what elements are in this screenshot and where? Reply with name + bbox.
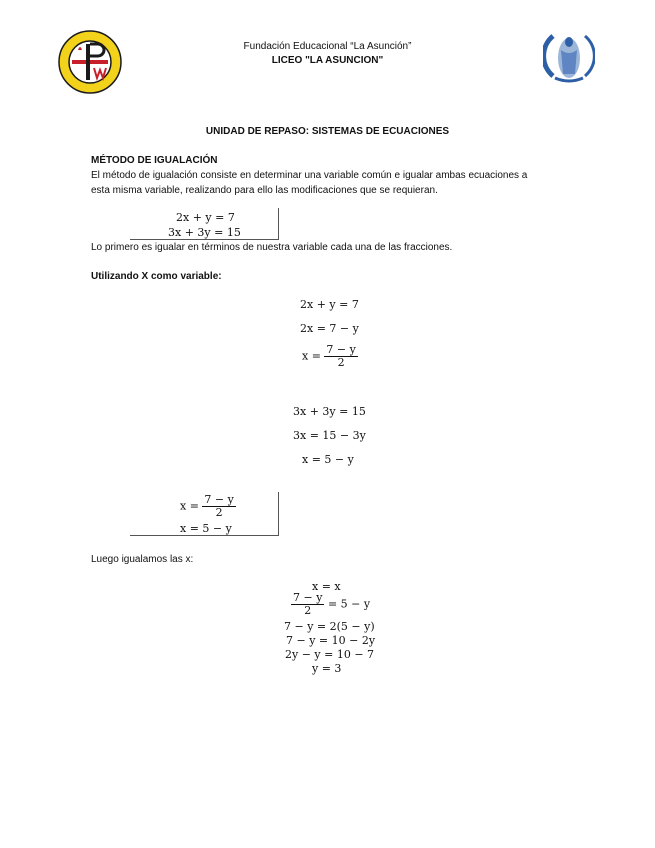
system-eq-1: 2x + y = 7 [176,211,235,224]
final-line-5: 2y − y = 10 − 7 [285,648,375,661]
block2-line-1: 3x + 3y = 15 [293,405,366,418]
final-line-3: 7 − y = 2(5 − y) [284,620,375,633]
result-frac [202,494,235,519]
final-line-1: x = x [312,580,341,593]
block1-line-2: 2x = 7 − y [300,322,359,335]
block2-line-3: x = 5 − y [302,453,354,466]
final-frac-num: 7 − y [293,591,323,604]
result-fraction [180,494,236,519]
result-frac-den: 2 [215,506,223,519]
block1-frac [324,344,357,369]
intro-line-1: El método de igualación consiste en determinar una variable común e igualar ambas ecuaciones a [91,170,528,181]
final-fraction [291,592,370,617]
block1-line-1: 2x + y = 7 [300,298,359,311]
result-frac-lhs: x = [180,499,199,513]
using-x-label: Utilizando X como variable: [91,271,222,282]
block1-fraction [302,344,358,369]
system-eq-2: 3x + 3y = 15 [168,226,241,239]
school-name: LICEO "LA ASUNCION" [271,55,384,66]
final-line-6: y = 3 [312,662,342,675]
intro-line-2: esta misma variable, realizando para ello las modificaciones que se requieran. [91,185,438,196]
school-logo-right [543,28,595,84]
final-frac-rhs: = 5 − y [327,597,371,611]
final-frac [291,592,324,617]
result-frac-num: 7 − y [204,493,234,506]
block1-frac-num: 7 − y [326,343,356,356]
result-eq-2: x = 5 − y [180,522,232,535]
block1-frac-lhs: x = [302,349,321,363]
page-title: UNIDAD DE REPASO: SISTEMAS DE ECUACIONES [205,126,450,137]
step-text: Lo primero es igualar en términos de nuestra variable cada una de las fracciones. [91,242,453,253]
final-frac-den: 2 [304,604,312,617]
foundation-name: Fundación Educacional “La Asunción” [243,41,412,52]
final-line-4: 7 − y = 10 − 2y [286,634,376,647]
equate-text: Luego igualamos las x: [91,554,194,565]
block1-frac-den: 2 [337,356,345,369]
section-heading: MÉTODO DE IGUALACIÓN [91,155,218,166]
block2-line-2: 3x = 15 − 3y [293,429,366,442]
